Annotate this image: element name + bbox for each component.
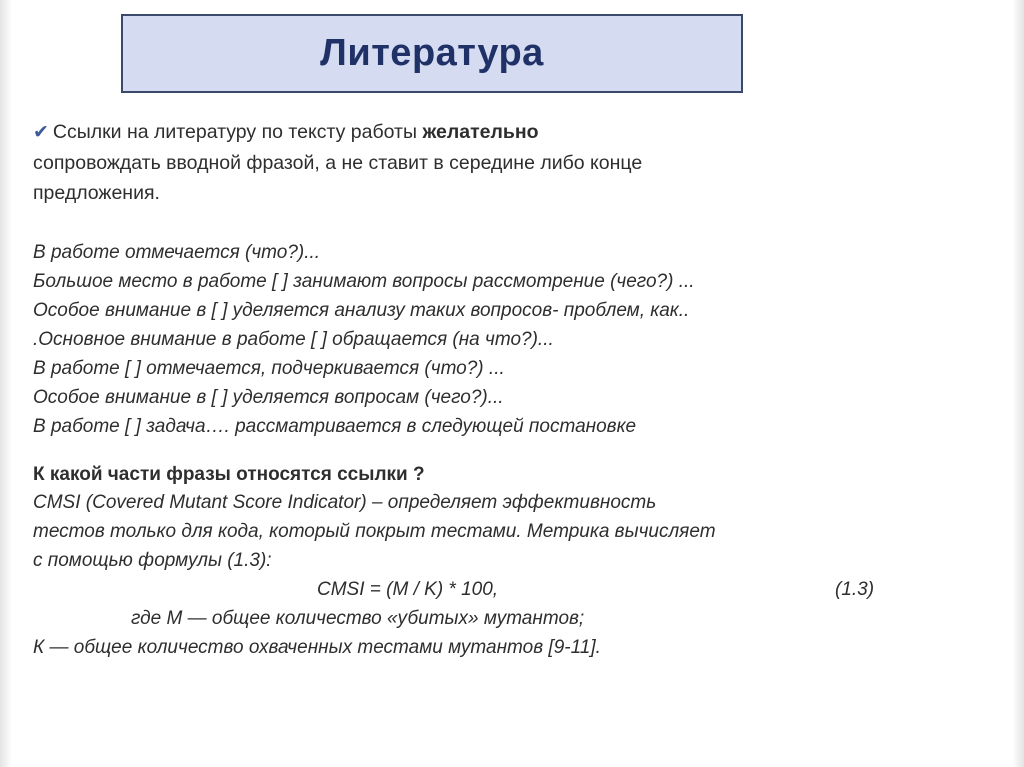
cmsi-line-2: тестов только для кода, который покрыт тестами. Метрика вычисляет xyxy=(33,521,716,542)
cmsi-line-3: с помощью формулы (1.3): xyxy=(33,550,272,571)
title-box xyxy=(121,14,743,93)
intro-bold-word: желательно xyxy=(422,121,539,143)
intro-text: Ссылки на литературу по тексту работы xyxy=(52,121,423,143)
slide-title: Литература xyxy=(320,32,544,74)
where-k-line: К — общее количество охваченных тестами мутантов [9-11]. xyxy=(33,637,601,658)
right-edge-shadow xyxy=(1012,0,1024,767)
where-m-line: где M — общее количество «убитых» мутантов; xyxy=(131,608,585,629)
example-phrase: Особое внимание в [ ] уделяется анализу таких вопросов- проблем, как.. xyxy=(33,300,690,321)
intro-paragraph xyxy=(33,117,913,208)
example-phrase: Особое внимание в [ ] уделяется вопросам (чего?)... xyxy=(33,387,504,408)
formula: CMSI = (M / K) * 100, xyxy=(317,579,499,600)
question-text: К какой части фразы относятся ссылки ? xyxy=(33,464,425,485)
formula-row xyxy=(33,575,913,604)
intro-line-3: предложения. xyxy=(33,182,160,204)
cmsi-line-1: CMSI (Covered Mutant Score Indicator) – определяет эффективность xyxy=(33,492,657,513)
question-heading xyxy=(33,460,913,489)
left-edge-shadow xyxy=(0,0,12,767)
formula-number: (1.3) xyxy=(835,579,875,600)
intro-line-2: сопровождать вводной фразой, а не ставит в середине либо конце xyxy=(33,152,643,174)
intro-line-1 xyxy=(33,117,913,148)
example-phrase: В работе [ ] отмечается, подчеркивается (что?) ... xyxy=(33,358,505,379)
cmsi-example xyxy=(33,488,913,662)
example-phrase: Большое место в работе [ ] занимают вопросы рассмотрение (чего?) ... xyxy=(33,271,695,292)
example-phrase: .Основное внимание в работе [ ] обращается (на что?)... xyxy=(33,329,554,350)
checkmark-icon: ✔ xyxy=(33,122,49,143)
example-phrases xyxy=(33,238,913,441)
example-phrase: В работе отмечается (что?)... xyxy=(33,242,321,263)
example-phrase: В работе [ ] задача…. рассматривается в следующей постановке xyxy=(33,416,637,437)
